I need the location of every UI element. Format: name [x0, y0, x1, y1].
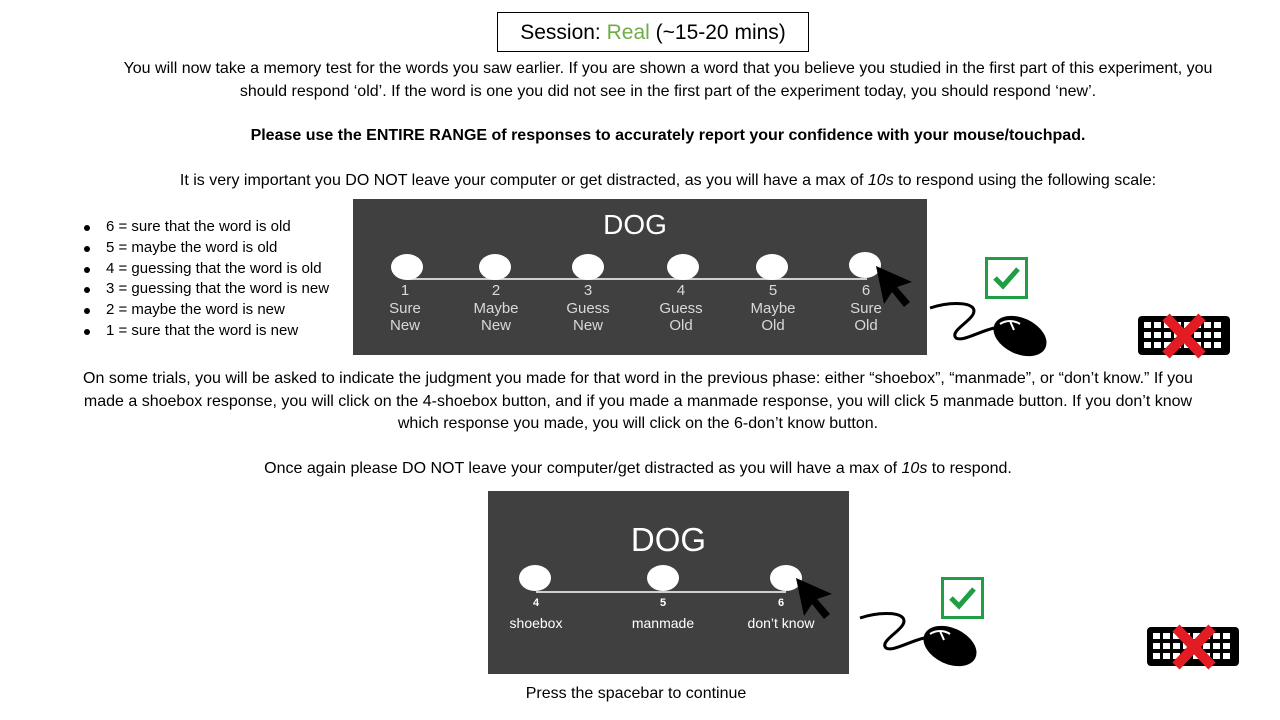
- judgment-text: On some trials, you will be asked to indicate the judgment you made for that word in the previous phase: either “shoebox”, “manmade”, or “don’t know.” If you made a shoebox response, you will click on the 4-shoebox button, and if you made a manmade response, you will click 5 manmade button. If you don’t know which response you made, you will click on the 6-don’t know button.: [83, 370, 1193, 432]
- session-title: [497, 12, 809, 52]
- source-text: manmade: [631, 615, 695, 631]
- source-label-4: [486, 593, 586, 633]
- scale-line1: Maybe: [750, 299, 796, 317]
- session-label: Session:: [520, 21, 607, 44]
- source-text: don’t know: [747, 615, 815, 631]
- list-item: 1 = sure that the word is new: [82, 321, 329, 342]
- example-word: DOG: [603, 209, 667, 240]
- important-note: [120, 170, 1216, 193]
- cursor-arrow-icon: [872, 262, 920, 310]
- cross-icon: [1170, 624, 1218, 670]
- again-before: Once again please DO NOT leave your computer/get distracted as you will have a max of: [264, 460, 902, 477]
- scale-button-1[interactable]: [391, 254, 423, 280]
- confidence-scale-example: [353, 199, 927, 355]
- scale-num: 4: [676, 282, 686, 299]
- scale-line2: Old: [669, 317, 693, 334]
- important-before: It is very important you DO NOT leave your computer or get distracted, as you will have a max of: [179, 172, 868, 189]
- list-item: 6 = sure that the word is old: [82, 217, 329, 238]
- session-mode: Real: [606, 21, 650, 44]
- scale-button-5[interactable]: [756, 254, 788, 280]
- scale-line1: Maybe: [473, 299, 519, 317]
- list-item: 2 = maybe the word is new: [82, 300, 329, 321]
- list-item: 3 = guessing that the word is new: [82, 279, 329, 300]
- scale-button-2[interactable]: [479, 254, 511, 280]
- again-note: [70, 458, 1206, 481]
- session-duration: (~15-20 mins): [649, 21, 786, 44]
- scale-line1: Guess: [659, 299, 703, 317]
- scale-line1: Guess: [566, 299, 610, 317]
- scale-num: 5: [768, 282, 778, 299]
- source-button-4[interactable]: [519, 565, 551, 591]
- scale-label-3: [548, 282, 628, 335]
- check-icon: [941, 577, 984, 619]
- scale-num: 6: [861, 282, 871, 299]
- again-time: 10s: [901, 460, 928, 477]
- check-icon: [985, 257, 1028, 299]
- scale-label-4: [641, 282, 721, 335]
- list-item: 4 = guessing that the word is old: [82, 259, 329, 280]
- source-text: shoebox: [509, 615, 563, 631]
- cross-icon: [1160, 313, 1208, 359]
- continue-prompt: Press the spacebar to continue: [525, 685, 747, 702]
- scale-button-3[interactable]: [572, 254, 604, 280]
- scale-line2: Old: [854, 317, 878, 334]
- scale-line2: New: [389, 317, 420, 334]
- mouse-icon: [928, 300, 1052, 360]
- scale-list: [82, 217, 329, 342]
- source-num: 4: [532, 597, 540, 609]
- scale-line: [407, 278, 867, 280]
- scale-line2: Old: [761, 317, 785, 334]
- scale-num: 1: [400, 282, 410, 299]
- scale-button-4[interactable]: [667, 254, 699, 280]
- scale-num: 2: [491, 282, 501, 299]
- scale-num: 3: [583, 282, 593, 299]
- important-time: 10s: [867, 172, 894, 189]
- scale-label-5: [733, 282, 813, 335]
- list-item: 5 = maybe the word is old: [82, 238, 329, 259]
- important-after: to respond using the following scale:: [893, 172, 1157, 189]
- scale-line1: Sure: [389, 299, 421, 317]
- scale-label-2: [456, 282, 536, 335]
- example-word: DOG: [630, 521, 707, 558]
- source-num: 6: [777, 597, 785, 609]
- scale-line2: New: [480, 317, 511, 334]
- scale-line1: Sure: [850, 299, 882, 317]
- scale-line2: New: [572, 317, 603, 334]
- source-label-5: [613, 593, 713, 633]
- range-note: Please use the ENTIRE RANGE of responses to accurately report your confidence with your mouse/touchpad.: [250, 127, 1086, 144]
- source-num: 5: [659, 597, 667, 609]
- scale-label-1: [365, 282, 445, 335]
- source-button-5[interactable]: [647, 565, 679, 591]
- cursor-arrow-icon: [792, 573, 840, 623]
- again-after: to respond.: [927, 460, 1012, 477]
- intro-text: You will now take a memory test for the words you saw earlier. If you are shown a word that you believe you studied in the first part of this experiment, you should respond ‘old’. If the word is one you did not see in the first part of the experiment today, you should respond ‘new’.: [123, 60, 1213, 100]
